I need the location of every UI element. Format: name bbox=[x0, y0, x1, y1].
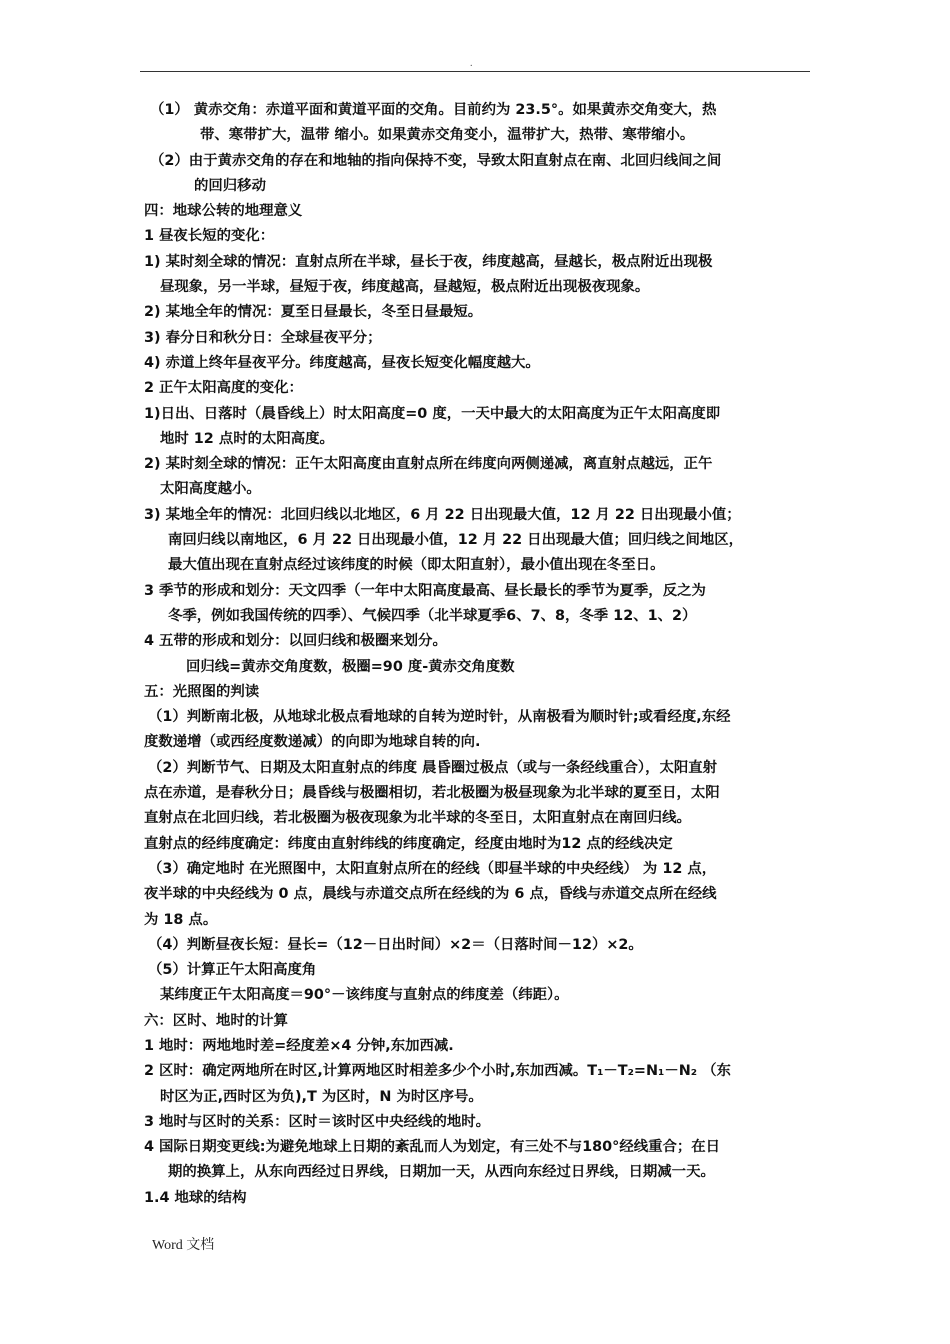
text-line: 昼现象，另一半球，昼短于夜，纬度越高，昼越短，极点附近出现极夜现象。 bbox=[160, 279, 650, 296]
text-line: 地时 12 点时的太阳高度。 bbox=[160, 430, 334, 447]
text-line: 六：区时、地时的计算 bbox=[144, 1012, 288, 1029]
text-line: 4 国际日期变更线:为避免地球上日期的紊乱而人为划定，有三处不与180°经线重合；在日 bbox=[144, 1139, 721, 1156]
text-line: 期的换算上，从东向西经过日界线，日期加一天，从西向东经过日界线，日期减一天。 bbox=[168, 1164, 715, 1181]
text-line: 点在赤道，是春秋分日；晨昏线与极圈相切，若北极圈为极昼现象为北半球的夏至日，太阳 bbox=[144, 785, 720, 802]
text-line: 回归线=黄赤交角度数，极圈=90 度-黄赤交角度数 bbox=[186, 658, 515, 675]
text-line: 某纬度正午太阳高度＝90°－该纬度与直射点的纬度差（纬距）。 bbox=[160, 987, 569, 1004]
text-line: 冬季，例如我国传统的四季）、气候四季（北半球夏季6、7、8，冬季 12、1、2） bbox=[168, 607, 697, 624]
text-line: 4 五带的形成和划分：以回归线和极圈来划分。 bbox=[144, 633, 447, 650]
text-line: 1)日出、日落时（晨昏线上）时太阳高度=0 度，一天中最大的太阳高度为正午太阳高度即 bbox=[144, 405, 721, 422]
text-line: 4) 赤道上终年昼夜平分。纬度越高，昼夜长短变化幅度越大。 bbox=[144, 354, 540, 371]
text-line: 2 区时：确定两地所在时区,计算两地区时相差多少个小时,东加西减。T₁－T₂=N₁－N₂ （东 bbox=[144, 1063, 731, 1080]
text-line: 1.4 地球的结构 bbox=[144, 1189, 247, 1206]
text-line: 3) 某地全年的情况：北回归线以北地区，6 月 22 日出现最大值，12 月 22 日出现最小值； bbox=[144, 506, 741, 523]
document-body bbox=[144, 98, 816, 1211]
text-line: 度数递增（或西经度数递减）的向即为地球自转的向. bbox=[144, 734, 481, 751]
text-line: （4）判断昼夜长短：昼长=（12－日出时间）×2＝（日落时间－12）×2。 bbox=[148, 936, 643, 953]
text-line: 2) 某地全年的情况：夏至日昼最长，冬至日昼最短。 bbox=[144, 304, 483, 321]
text-line: 直射点的经纬度确定：纬度由直射纬线的纬度确定，经度由地时为12 点的经线决定 bbox=[144, 835, 673, 852]
text-line: （2）判断节气、日期及太阳直射点的纬度 晨昏圈过极点（或与一条经线重合），太阳直射 bbox=[148, 759, 718, 776]
text-line: 2) 某时刻全球的情况：正午太阳高度由直射点所在纬度向两侧递减，离直射点越远，正午 bbox=[144, 456, 713, 473]
text-line: 1 昼夜长短的变化： bbox=[144, 228, 275, 245]
text-line: 南回归线以南地区，6 月 22 日出现最小值，12 月 22 日出现最大值；回归线之间地区， bbox=[168, 532, 744, 549]
text-line: 3) 春分日和秋分日：全球昼夜平分； bbox=[144, 329, 382, 346]
header-rule bbox=[140, 71, 810, 72]
text-line: 2 正午太阳高度的变化： bbox=[144, 380, 303, 397]
text-line: 太阳高度越小。 bbox=[160, 481, 261, 498]
text-line: 五：光照图的判读 bbox=[144, 683, 260, 700]
text-line: 时区为正,西时区为负),T 为区时，N 为时区序号。 bbox=[160, 1088, 483, 1105]
text-line: （1） 黄赤交角：赤道平面和黄道平面的交角。目前约为 23.5°。如果黄赤交角变大，热 bbox=[150, 102, 717, 118]
header-mark: . bbox=[470, 58, 473, 69]
text-line: 带、寒带扩大，温带 缩小。如果黄赤交角变小，温带扩大，热带、寒带缩小。 bbox=[200, 127, 695, 144]
text-line: （2）由于黄赤交角的存在和地轴的指向保持不变，导致太阳直射点在南、北回归线间之间 bbox=[150, 152, 722, 169]
footer-text: Word 文档 bbox=[152, 1238, 215, 1253]
text-line: 3 地时与区时的关系：区时＝该时区中央经线的地时。 bbox=[144, 1113, 491, 1130]
text-line: 四：地球公转的地理意义 bbox=[144, 203, 303, 220]
text-line: 为 18 点。 bbox=[144, 911, 218, 928]
text-line: 1 地时：两地地时差=经度差×4 分钟,东加西减. bbox=[144, 1037, 454, 1054]
text-line: 的回归移动 bbox=[194, 177, 266, 194]
text-line: （1）判断南北极，从地球北极点看地球的自转为逆时针，从南极看为顺时针;或看经度,东经 bbox=[148, 709, 731, 726]
text-line: （3）确定地时 在光照图中，太阳直射点所在的经线（即昼半球的中央经线） 为 12 点， bbox=[148, 860, 717, 877]
text-line: 直射点在北回归线，若北极圈为极夜现象为北半球的冬至日，太阳直射点在南回归线。 bbox=[144, 810, 691, 827]
text-line: 3 季节的形成和划分：天文四季（一年中太阳高度最高、昼长最长的季节为夏季，反之为 bbox=[144, 582, 706, 599]
text-line: 最大值出现在直射点经过该纬度的时候（即太阳直射），最小值出现在冬至日。 bbox=[168, 557, 665, 574]
text-line: 1) 某时刻全球的情况：直射点所在半球，昼长于夜，纬度越高，昼越长，极点附近出现极 bbox=[144, 253, 713, 270]
text-line: （5）计算正午太阳高度角 bbox=[148, 962, 317, 979]
text-line: 夜半球的中央经线为 0 点，晨线与赤道交点所在经线的为 6 点，昏线与赤道交点所在经线 bbox=[144, 886, 717, 903]
